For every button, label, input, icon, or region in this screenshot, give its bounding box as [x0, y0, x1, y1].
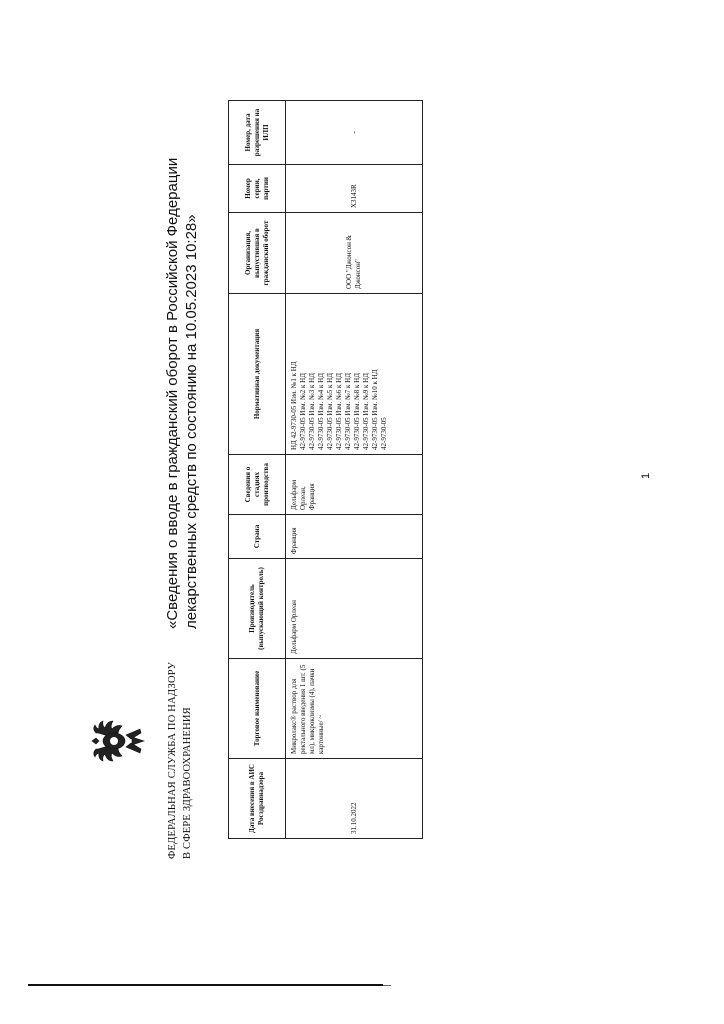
agency-name	[165, 662, 195, 859]
norm-doc-line: 42-9730-05 Изм. №7 к НД	[344, 373, 352, 450]
cell-batch: X3143R	[286, 165, 423, 213]
document-title	[163, 158, 201, 629]
column-header: Страна	[229, 515, 286, 559]
column-header: Организация, выпустившая в гражданский оборот	[229, 213, 286, 294]
norm-doc-line: 42-9730-05 Изм. №3 к НД	[308, 373, 316, 450]
norm-doc-line: 42-9730-05 Изм. №8 к НД	[353, 373, 361, 450]
column-header: Дата внесения в АИС Росздравнадзора	[229, 759, 286, 839]
column-header: Нормативная документация	[229, 294, 286, 455]
cell-country: Франция	[286, 515, 423, 559]
cell-trade-name: Микролакс® раствор для ректального введения 1 шт. (5 мл), микроклизмы (4), пачки картонные/ ~	[286, 659, 423, 759]
cell-date: 31.10.2022	[286, 759, 423, 839]
title-line-1: «Сведения о вводе в гражданский оборот в Российской Федерации	[164, 157, 181, 629]
agency-line-1: ФЕДЕРАЛЬНАЯ СЛУЖБА ПО НАДЗОРУ	[167, 661, 178, 859]
table-row	[286, 101, 423, 839]
column-header: Номер, дата разрешения на ИЛП	[229, 101, 286, 165]
cell-organization: ООО "Джонсон & Джонсон"	[286, 213, 423, 294]
cell-manufacturer: Дельфарм Орлеан	[286, 559, 423, 659]
scan-edge-line	[28, 984, 383, 986]
page-number: 1	[640, 472, 652, 479]
norm-doc-line: 42-9730-05 Изм. №6 к НД	[335, 373, 343, 450]
norm-doc-line: 42-9730-05 Изм. №4 к НД	[317, 373, 325, 450]
column-header: Номер серии, партии	[229, 165, 286, 213]
scan-edge-mark	[383, 985, 391, 986]
double-headed-eagle-emblem-icon	[86, 713, 150, 769]
registry-table	[228, 100, 423, 839]
norm-doc-line: 42-9730-05 Изм. №2 к НД	[299, 373, 307, 450]
norm-doc-line: 42-9730-05 Изм. №10 к НД	[371, 369, 379, 450]
column-header: Торговое наименование	[229, 659, 286, 759]
norm-doc-line: 42-9730-05 Изм. №5 к НД	[326, 373, 334, 450]
cell-permit: -	[286, 101, 423, 165]
norm-doc-line: НД 42-9730-05 Изм. №1 к НД	[290, 361, 298, 450]
agency-line-2: В СФЕРЕ ЗДРАВООХРАНЕНИЯ	[182, 707, 193, 859]
norm-doc-line: 42-9730-05 Изм. №9 к НД	[362, 373, 370, 450]
title-line-2: лекарственных средств по состоянию на 10.05.2023 10:28»	[183, 214, 200, 629]
column-header: Сведения о стадиях производства	[229, 455, 286, 515]
cell-stages: Дельфарм Орлеан, Франция	[286, 455, 423, 515]
norm-doc-line: 42-9730-05	[380, 417, 388, 450]
table-header-row	[229, 101, 286, 839]
cell-normative-docs	[286, 294, 423, 455]
column-header: Производитель (выпускающий контроль)	[229, 559, 286, 659]
